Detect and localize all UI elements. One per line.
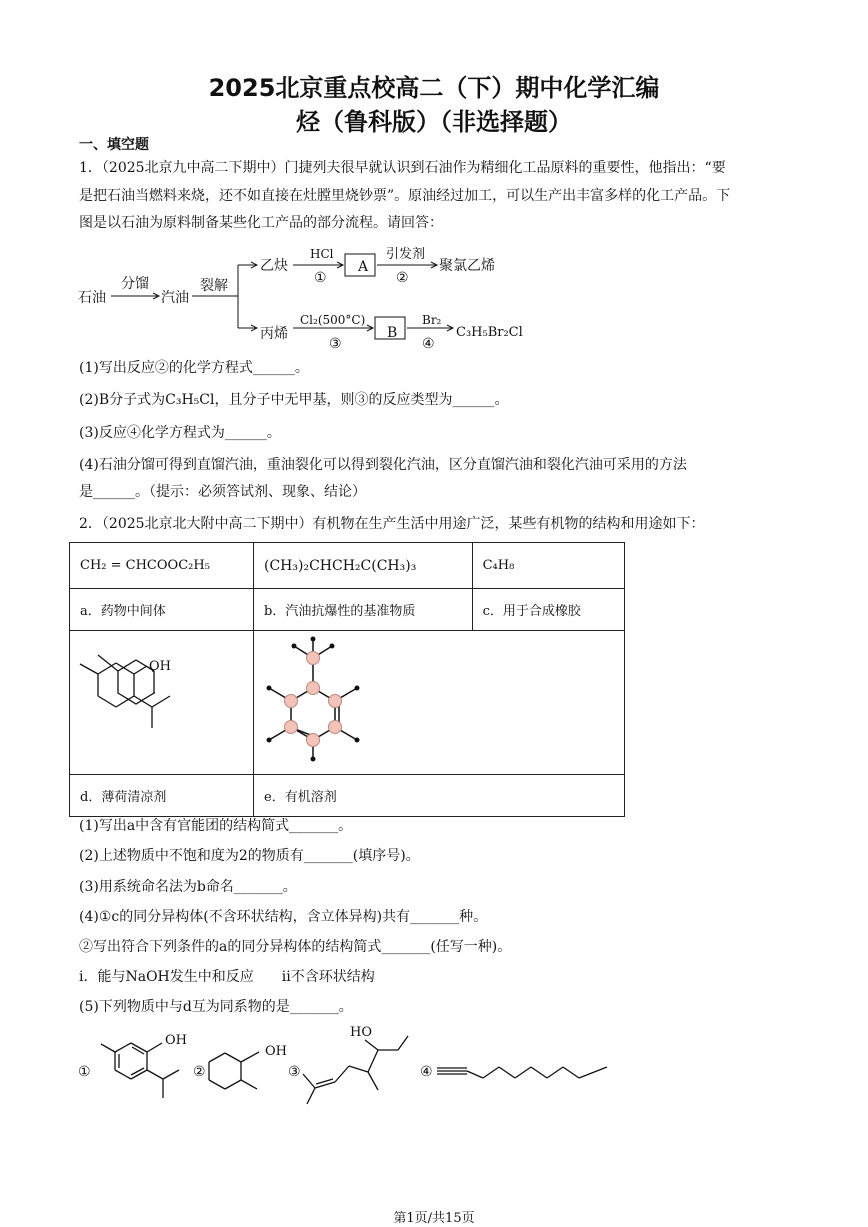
flow-n2: ② (396, 270, 409, 286)
option-3-number: ③ (288, 1064, 301, 1080)
q2-part4c: i．能与NaOH发生中和反应 ii不含环状结构 (79, 969, 375, 985)
flow-n3: ③ (329, 336, 342, 352)
q1-part4b: 是______。（提示：必须答试剂、现象、结论） (79, 484, 366, 500)
q2-part4a: (4)①c的同分异构体(不含环状结构，含立体异构)共有_______种。 (79, 909, 488, 925)
q1-intro-line3: 图是以石油为原料制备某些化工产品的部分流程。请回答： (79, 215, 443, 231)
flow-n4: ④ (422, 336, 435, 352)
toluene-ball-stick-model (254, 631, 624, 770)
q2-part4b: ②写出符合下列条件的a的同分异构体的结构简式_______(任写一种)。 (79, 939, 512, 955)
q2-part2: (2)上述物质中不饱和度为2的物质有_______(填序号)。 (79, 848, 420, 864)
option-1-oh: OH (165, 1033, 187, 1048)
option-3-ho: HO (350, 1025, 372, 1040)
q1-part1: (1)写出反应②的化学方程式______。 (79, 360, 309, 376)
q1-part4a: (4)石油分馏可得到直馏汽油，重油裂化可以得到裂化汽油，区分直馏汽油和裂化汽油可采用的方法 (79, 457, 687, 473)
flow-yinfaji: 引发剂 (386, 247, 426, 262)
flow-qiyou: 汽油 (161, 290, 189, 306)
flow-n1: ① (314, 270, 327, 286)
q1-flow-diagram (75, 240, 545, 355)
cell-r4c1: d．薄荷清凉剂 (70, 775, 254, 817)
q2-part5: (5)下列物质中与d互为同系物的是_______。 (79, 999, 353, 1015)
cell-r1c1: CH₂ = CHCOOC₂H₅ (70, 543, 254, 589)
flow-product: C₃H₅Br₂Cl (456, 325, 523, 340)
option-4-number: ④ (420, 1064, 433, 1080)
cell-r2c3: c．用于合成橡胶 (472, 589, 624, 631)
flow-br2: Br₂ (422, 313, 442, 327)
q1-intro-line1: 1．（2025北京九中高二下期中）门捷列夫很早就认识到石油作为精细化工品原料的重要性，他指出：“要 (79, 160, 726, 176)
page-footer: 第1页/共15页 (393, 1211, 475, 1226)
page-subtitle: 烃（鲁科版）（非选择题） (296, 108, 572, 136)
menthol-oh-label: OH (149, 659, 171, 674)
option-2-oh: OH (265, 1044, 287, 1059)
cell-r2c2: b．汽油抗爆性的基准物质 (254, 589, 473, 631)
flow-bingxi: 丙烯 (260, 326, 288, 342)
cell-r2c1: a．药物中间体 (70, 589, 254, 631)
flow-julvyixi: 聚氯乙烯 (439, 258, 495, 274)
q1-intro-line2: 是把石油当燃料来烧，还不如直接在灶膛里烧钞票”。原油经过加工，可以生产出丰富多样的化工产品。下 (79, 188, 731, 204)
flow-hcl: HCl (310, 247, 334, 261)
page-title: 2025北京重点校高二（下）期中化学汇编 (208, 74, 660, 102)
menthol-skeleton (72, 652, 252, 740)
q1-part2: (2)B分子式为C₃H₅Cl，且分子中无甲基，则③的反应类型为______。 (79, 392, 509, 408)
cell-r1c3: C₄H₈ (472, 543, 624, 589)
q2-part3: (3)用系统命名法为b命名_______。 (79, 879, 297, 895)
flow-fenliu: 分馏 (121, 276, 149, 292)
flow-yique: 乙炔 (260, 258, 288, 274)
option-1-number: ① (78, 1064, 91, 1080)
flow-boxA: A (358, 259, 369, 275)
cell-r3c2 (254, 631, 625, 775)
q2-part1: (1)写出a中含有官能团的结构简式_______。 (79, 818, 353, 834)
cell-r4c2: e．有机溶剂 (254, 775, 625, 817)
flow-shiyou: 石油 (78, 290, 106, 306)
flow-cl2: Cl₂(500°C) (300, 313, 366, 327)
flow-liejie: 裂解 (200, 278, 228, 294)
q2-option-structures (75, 1022, 615, 1122)
section-heading: 一、填空题 (79, 137, 149, 153)
option-2-number: ② (193, 1064, 206, 1080)
q1-part3: (3)反应④化学方程式为______。 (79, 425, 281, 441)
cell-r1c2: (CH₃)₂CHCH₂C(CH₃)₃ (254, 543, 473, 589)
flow-boxB: B (387, 325, 398, 341)
q2-intro: 2．（2025北京北大附中高二下期中）有机物在生产生活中用途广泛，某些有机物的结构和用途如下： (79, 516, 705, 532)
